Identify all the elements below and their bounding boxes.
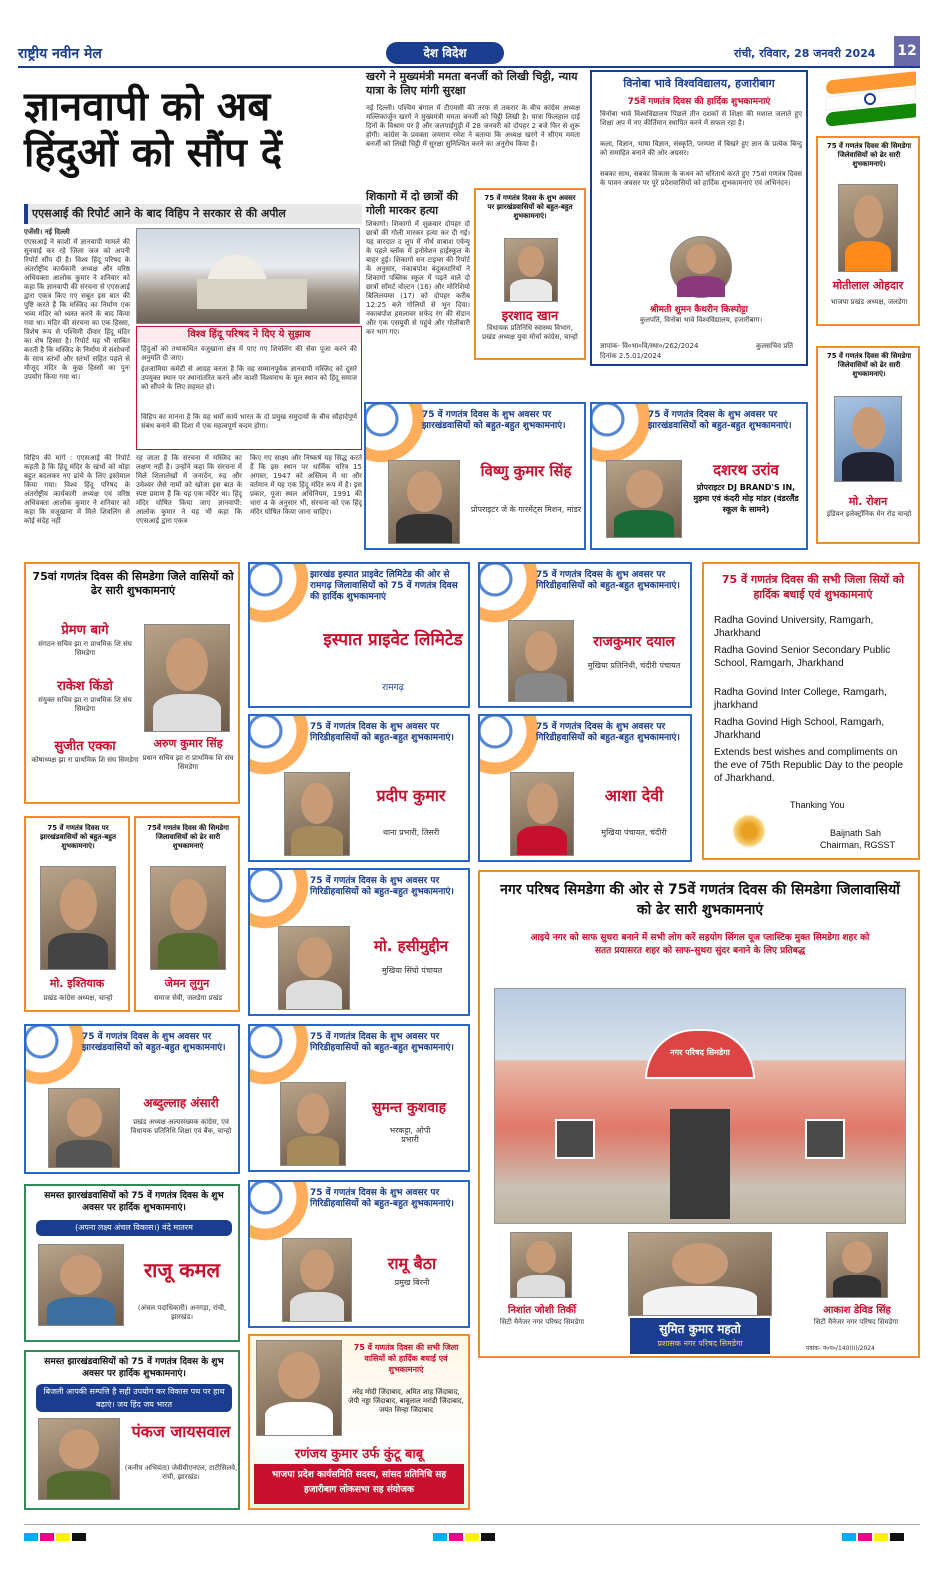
rgsst-title: 75 वें गणतंत्र दिवस की सभी जिला सियों को हार्दिक बधाई एवं शुभकामनाएं <box>721 573 905 601</box>
irshad-role: विधायक प्रतिनिधि स्वास्थ्य विभाग, प्रखंड अध्यक्ष युवा मोर्चा कांग्रेस, चान्हो <box>482 324 578 341</box>
ad-simdega-teachers-union <box>24 562 240 804</box>
sumit-name-box <box>630 1318 770 1354</box>
dashrath-role: प्रोपराइटर DJ BRAND'S IN, मुड़मा एवं कंदरी मोड़ मांडर (वंडरलैंड स्कूल के सामने) <box>693 483 799 514</box>
rgsst-thanks: Thanking You <box>790 800 845 810</box>
teacher-3-name: सुजीत एक्का <box>54 739 116 754</box>
ad-vishnu-kumar-singh <box>364 402 586 550</box>
irshad-name: इरशाद खान <box>501 309 559 324</box>
ishtiyak-role: प्रखंड कांग्रेस अध्यक्ष, चान्हो <box>43 994 113 1002</box>
ranjay-role: भाजपा प्रदेश कार्यसमिति सदस्य, सांसद प्रतिनिधि सह हजारीबाग लोकसभा सह संयोजक <box>271 1470 447 1495</box>
vinoba-ref: ज्ञापांक- वि०भा०वि/स्था०/262/2024 <box>600 342 699 350</box>
sumant-photo <box>280 1082 346 1166</box>
vinoba-body-2: कला, विज्ञान, भाषा विज्ञान, संस्कृति, परम्परा में बिखरे हुए ज्ञान के प्रत्येक बिन्दु को समाहित बनाने की ओर अग्रसर। <box>600 140 802 157</box>
page-number: 12 <box>894 36 920 66</box>
ranjay-photo <box>256 1340 342 1436</box>
raju-slogan: (अपना लक्ष्य अंचल विकास।) वंदे मातरम <box>36 1220 232 1236</box>
ishtiyak-photo <box>40 866 116 970</box>
pankaj-name: पंकज जायसवाल <box>131 1422 231 1441</box>
ad-asha-devi <box>478 714 692 862</box>
pankaj-photo <box>38 1418 120 1500</box>
teacher-4-role: प्रधान सचिव झा रा प्राथमिक शि संघ सिमडेगा <box>142 754 234 771</box>
ad-mo-ishtiyak <box>24 816 130 1012</box>
ad-abdullah-ansari <box>24 1024 240 1174</box>
ad-pankaj-jaiswal <box>24 1350 240 1510</box>
vinoba-vc-name: श्रीमती शुमन कैथरीन किस्पोट्टा <box>649 305 749 315</box>
ad-greeting: 75 वें गणतंत्र दिवस की सिमडेगा जिलेवासियों को ढेर सारी शुभकामनाएं। <box>826 142 912 168</box>
vinoba-title: विनोबा भावे विश्वविद्यालय, हजारीबाग <box>623 77 775 90</box>
pankaj-role: (कनीय अभियंता) जेवीवीएनएल, टाटीसिलवे, रांची, झारखंड। <box>124 1464 238 1481</box>
vinoba-subtitle: 75वें गणतंत्र दिवस की हार्दिक शुभकामनाएं <box>627 97 771 107</box>
flag-graphic <box>816 70 920 134</box>
lead-byline: एजेंसी। नई दिल्ली <box>24 228 70 236</box>
abdullah-name: अब्दुल्लाह अंसारी <box>143 1096 219 1110</box>
vinoba-date: दिनांक 2.5.01/2024 <box>600 352 662 360</box>
rgsst-line-2: Radha Govind Senior Secondary Public School, Ramgarh, Jharkhand <box>714 645 891 669</box>
vinoba-body-1: विनोबा भावे विश्वविद्यालय पिछले तीन दशकों से शिक्षा की मशाल जलाते हुए शिक्षा अप में नए कीर्तिमान स्थापित करने में सफल रहा है। <box>600 110 802 127</box>
ramu-name: रामू बैठा <box>387 1254 437 1273</box>
vhp-point-1: हिंदुओं को तथाकथित वजूखाना क्षेत्र में पाए गए शिवलिंग की सेवा पूजा करने की अनुमति दी जाए। <box>141 345 357 362</box>
vinoba-sign: कुलसचिव प्रति <box>756 342 794 350</box>
print-color-bar <box>24 1524 920 1534</box>
lead-body-4: किए गए साक्ष्य और निष्कर्ष यह सिद्ध करते हैं कि इस स्थान पर धार्मिक चरित्र 15 अगस्त, 1947 को अस्तित्व में था और वर्तमान में यह एक हिंदू मंदिर रूप में है। इस प्रकार, पूजा स्थल अधिनियम, 1991 की धारा 4 के अनुसार भी, संरचना को एक हिंदू मंदिर घोषित किया जाना चाहिए। <box>250 454 362 516</box>
kharge-headline: खरगे ने मुख्यमंत्री ममता बनर्जी को लिखी चिट्ठी, न्याय यात्रा के लिए मांगी सुरक्षा <box>366 70 578 97</box>
teacher-4-name: अरुण कुमार सिंह <box>153 737 223 750</box>
rgsst-line-4: Radha Govind High School, Ramgarh, Jharkhand <box>714 717 885 741</box>
ranjay-leaders: नरेंद्र मोदी जिंदाबाद, अमित शाह जिंदाबाद, जेपी नड्डा जिंदाबाद, बाबूलाल मरांडी जिंदाबाद, जयंत सिन्हा जिंदाबाद <box>348 1388 464 1414</box>
vishnu-role: प्रोपराइटर जे के गारमेंट्स मिशन, मांडर <box>470 505 582 514</box>
jeman-name: जेमन लुगुन <box>164 977 210 990</box>
teacher-1-name: प्रेमण बागे <box>61 623 109 638</box>
masthead <box>18 36 920 68</box>
sumant-role: भरकट्टा, ओपी प्रभारी <box>389 1126 431 1144</box>
arun-photo <box>144 624 230 732</box>
abdullah-photo <box>48 1088 120 1168</box>
pradeep-photo <box>284 772 350 856</box>
dateline: रांची, रविवार, 28 जनवरी 2024 <box>734 47 876 60</box>
ranjay-head: 75 वें गणतंत्र दिवस की सभी जिला वासियों को हार्दिक बधाई एवं शुभकामनाएं <box>353 1343 459 1374</box>
ramu-photo <box>282 1238 352 1322</box>
rajkumar-role: मुखिया प्रतिनिधी, चंदीरी पंचायत <box>587 661 681 670</box>
section-label: देश विदेश <box>386 42 504 64</box>
sumit-name: सुमित कुमार महतो <box>659 1322 741 1336</box>
vinoba-body-3: सबका साथ, सबका विकास के कथन को चरितार्थ करते हुए 75वां गणतंत्र दिवस के पावन अवसर पर पूरे प्रदेशवासियों को हार्दिक शुभकामनाएं एवं अभिनंदन। <box>600 170 802 187</box>
rgsst-sign-name: Baijnath Sah <box>830 828 882 838</box>
jeman-role: समाज सेवी, जलडेगा प्रखंड <box>153 994 223 1002</box>
vhp-box-title: विश्व हिंदू परिषद ने दिए ये सुझाव <box>137 327 361 343</box>
ranjay-name: रणंजय कुमार उर्फ कुंटू बाबू <box>294 1447 424 1462</box>
lead-subhead: एएसआई की रिपोर्ट आने के बाद विहिप ने सरकार से की अपील <box>24 204 362 224</box>
sumit-photo <box>628 1232 772 1316</box>
lead-body-1: एएसआई ने काशी में ज्ञानवापी मामले की सुनवाई कर रहे जिला जज को अपनी रिपोर्ट सौंप दी है। विश्व हिंदू परिषद के अंतर्राष्ट्रीय कार्यकारी अध्यक्ष और वरिष्ठ अधिवक्ता आलोक कुमार ने शनिवार को कहा कि ज्ञानवापी की संरचना से एएसआई द्वारा एकत्र किए गए सबूत इस बात की पुष्टि करते हैं कि मस्जिद का निर्माण एक भव्य मंदिर को ध्वस्त करने के बाद किया गया था। मंदिर की संरचना का एक हिस्सा, विशेष रूप से पश्चिमी दीवार हिंदू मंदिर का शेष हिस्सा है। रिपोर्ट यह भी साबित करती है कि मस्जिद के निर्माण में संशोधनों के साथ स्तंभों और स्तंभों सहित पहले से मौजूद मंदिर के कुछ हिस्सों का पुनः उपयोग किया गया था। <box>24 238 130 381</box>
akash-role: सिटी मैनेजर नगर परिषद सिमडेगा <box>813 1318 899 1326</box>
ad-greeting: 75 वें गणतंत्र दिवस के शुभ अवसर पर झारखंडवासियों को बहुत-बहुत शुभकामनाएं। <box>648 410 792 431</box>
pankaj-head: समस्त झारखंडवासियों को 75 वें गणतंत्र दिवस के शुभ अवसर पर हार्दिक शुभकामनाएं। <box>44 1357 224 1379</box>
ad-ispat-pvt-ltd <box>248 562 470 708</box>
chicago-body: शिकागो। शिकागो में शुक्रवार दोपहर दो छात्रों की गोली मारकर हत्या कर दी गई। यह वारदात द लूप में नॉर्थ वाबाश एवेन्यू के पहले ब्लॉक में इनोवेशन हाईस्कूल के बाहर हुई। शिकागो सन टाइम्स की रिपोर्ट के अनुसार, नकाबपोश बंदूकधारियों ने शिकागो पब्लिक स्कूल में पढ़ने वाले दो छात्रों सॉमर्ट वोल्टन (16) और मोरिशियो बिलिलयम्स (17) को दोपहर करीब 12:25 बजे गोलियों से भून दिया। नकाबपोश हमलावर सफेद रंग की सेडान और एक एसयूवी से पहुंचे और गोलीबारी कर भाग गए। <box>366 220 470 336</box>
ad-mo-roshan <box>816 346 920 544</box>
ad-ranjay-kumar <box>248 1334 470 1510</box>
sumant-name: सुमन्त कुशवाह <box>371 1100 447 1116</box>
ad-greeting: 75 वें गणतंत्र दिवस के शुभ अवसर पर गिरिडीहवासियों को बहुत-बहुत शुभकामनाएं। <box>310 1188 454 1209</box>
akash-name: आकाश डेविड सिंह <box>823 1305 891 1316</box>
motilal-photo <box>838 184 898 272</box>
ad-greeting: 75 वें गणतंत्र दिवस के शुभ अवसर पर गिरिडीहवासियों को बहुत-बहुत शुभकामनाएं। <box>310 722 454 743</box>
asha-photo <box>510 772 574 856</box>
vhp-point-3: विहिप का मानना है कि यह धर्मों कार्य भारत के दो प्रमुख समुदायों के बीच सौहार्दपूर्ण संबंध बनाने की दिशा में एक महत्वपूर्ण कदम होगा। <box>141 413 357 430</box>
rgsst-sign-role: Chairman, RGSST <box>820 840 896 850</box>
ad-dashrath-oraon <box>590 402 808 550</box>
vishnu-photo <box>388 460 460 544</box>
vinoba-vc-photo <box>670 236 732 298</box>
ad-greeting: 75 वें गणतंत्र दिवस के शुभ अवसर पर गिरिडीहवासियों को बहुत-बहुत शुभकामनाएं। <box>536 722 680 743</box>
hasimuddin-role: मुखिया सिंघो पंचायत <box>381 966 443 975</box>
akash-photo <box>826 1232 888 1298</box>
ad-ramu-baitha <box>248 1180 470 1328</box>
ad-greeting: 75 वें गणतंत्र दिवस के शुभ अवसर पर गिरिडीहवासियों को बहुत-बहुत शुभकामनाएं। <box>536 570 680 591</box>
nishant-photo <box>510 1232 572 1298</box>
nishant-name: निशांत जोशी तिर्की <box>507 1305 577 1316</box>
ad-greeting: 75 वें गणतंत्र दिवस की सिमडेगा जिलेवासियों को ढेर सारी शुभकामनाएं। <box>826 352 912 378</box>
chicago-headline: शिकागो में दो छात्रों की गोली मारकर हत्या <box>366 190 459 217</box>
lead-body-3: रह जाता है कि संरचना में मस्जिद का लक्षण नहीं है। उन्होंने कहा कि संरचना में मिले शिलालेखों में जनार्दन, रुद्र और उमेश्वर जैसे नामों को खोजा इस बात के स्पष्ट प्रमाण हैं कि यह एक मंदिर था। हिंदू मंदिर घोषित किया जाए ज्ञानवापी: आलोक कुमार ने यह भी कहा कि एएसआई द्वारा एकत्र <box>136 454 242 525</box>
vinoba-vc-role: कुलपति, विनोबा भावे विश्वविद्यालय, हजारीबाग। <box>639 316 763 324</box>
roshan-photo <box>834 396 902 482</box>
teacher-2-name: राकेश किंडो <box>57 679 113 694</box>
hasimuddin-photo <box>278 926 350 1010</box>
nagar-title: नगर परिषद सिमडेगा की ओर से 75वें गणतंत्र दिवस की सिमडेगा जिलावासियों को ढेर सारी शुभकामनाएं <box>500 882 900 918</box>
nagar-building-photo <box>494 988 906 1224</box>
ad-greeting: 75 वें गणतंत्र दिवस के शुभ अवसर पर झारखंडवासियों को बहुत-बहुत शुभकामनाएं। <box>82 1032 226 1053</box>
asha-name: आशा देवी <box>604 786 664 805</box>
ad-greeting: 75वें गणतंत्र दिवस की सिमडेगा जिलावासियों को ढेर सारी शुभकामनाएं <box>147 824 229 850</box>
ispat-name: इस्पात प्राइवेट लिमिटेड <box>323 630 463 650</box>
ishtiyak-name: मो. इश्तियाक <box>49 977 105 990</box>
teacher-1-role: संगठन सचिव झा रा प्राथमिक शि संघ सिमडेगा <box>38 640 132 657</box>
raju-role: (अंचल पदाधिकारी) अनगड़ा, रांची, झारखंड। <box>137 1304 227 1321</box>
rgsst-line-5: Extends best wishes and compliments on the eve of 75th Republic Day to the people of Jharkhand. <box>714 747 904 784</box>
rgsst-seal-icon <box>732 814 766 848</box>
rajkumar-name: राजकुमार दयाल <box>593 634 675 650</box>
sumit-role: प्रशासक नगर परिषद सिमडेगा <box>657 1339 743 1348</box>
ad-greeting: 75 वें गणतंत्र दिवस के शुभ अवसर पर झारखंडवासियों को बहुत-बहुत शुभकामनाएं। <box>484 194 576 220</box>
dashrath-photo <box>606 460 682 538</box>
rajkumar-photo <box>508 620 574 702</box>
nishant-role: सिटी मैनेजर नगर परिषद सिमडेगा <box>499 1318 585 1326</box>
lead-photo-gyanvapi <box>136 228 360 324</box>
jeman-photo <box>150 866 226 970</box>
ad-greeting: 75 वें गणतंत्र दिवस के शुभ अवसर पर झारखंडवासियों को बहुत-बहुत शुभकामनाएं। <box>422 410 566 431</box>
vishnu-name: विष्णु कुमार सिंह <box>480 462 572 480</box>
ad-pradeep-kumar <box>248 714 470 862</box>
ad-rajkumar-dayal <box>478 562 692 708</box>
building-sign: नगर परिषद सिमडेगा <box>670 1048 730 1057</box>
kharge-body: नई दिल्ली। पश्चिम बंगाल में टीएमसी की तरफ से तकरार के बीच कांग्रेस अध्यक्ष मल्लिकार्जुन खरगे ने मुख्यमंत्री ममता बनर्जी को चिट्ठी लिखी है। यात्रा फिलहाल दाई दिनों के विश्राम पर है और जलपाईगुड़ी में 28 जनवरी को दोपहर 2 बजे फिर से शुरू होगी। कांग्रेस के प्रवक्ता जयराम रमेश ने बताया कि अध्यक्ष खरगे ने सीएम ममता बनर्जी को लिखी चिट्ठी में सुरक्षा सुनिश्चित करने का अनुरोध किया है। <box>366 104 580 148</box>
rgsst-line-3: Radha Govind Inter College, Ramgarh, jharkhand <box>714 687 887 711</box>
raju-head: समस्त झारखंडवासियों को 75 वें गणतंत्र दिवस के शुभ अवसर पर हार्दिक शुभकामनाएं। <box>44 1191 224 1213</box>
hasimuddin-name: मो. हसीमुद्दीन <box>373 937 449 955</box>
ispat-head: झारखंड इस्पात प्राइवेट लिमिटेड की ओर से रामगढ़ जिलावासियों को 75 वें गणतंत्र दिवस की हार्दिक शुभकामनाएं <box>310 570 458 602</box>
roshan-role: इंडियन इलेक्ट्रॉनिक मेन रोड चान्हो <box>826 510 912 518</box>
ad-greeting: 75 वें गणतंत्र दिवस के शुभ अवसर पर गिरिडीहवासियों को बहुत-बहुत शुभकामनाएं। <box>310 1032 454 1053</box>
ranjay-role-box <box>254 1464 464 1504</box>
ad-motilal-ohdar <box>816 136 920 326</box>
lead-headline: ज्ञानवापी को अब हिंदुओं को सौंप दें <box>24 83 282 176</box>
ad-vinoba-university <box>590 70 808 366</box>
lead-body-2: विहिप की मांगें : एएसआई की रिपोर्ट कहती है कि हिंदू मंदिर के खंभों को थोड़ा बहुत बदलकर नए ढांचे के लिए इस्तेमाल किया गया। विश्व हिंदू परिषद के अंतर्राष्ट्रीय कार्यकारी अध्यक्ष एवं वरिष्ठ अधिवक्ता आलोक कुमार ने शनिवार को कहा कि वजूखाना में मिले शिवलिंग से कोई संदेह नहीं <box>24 454 130 525</box>
dashrath-name: दशरथ उरांव <box>713 461 779 479</box>
teacher-2-role: संयुक्त सचिव झा रा प्राथमिक शि संघ सिमडेगा <box>38 696 132 713</box>
pradeep-role: थाना प्रभारी, तिसरी <box>382 828 440 837</box>
raju-photo <box>38 1244 124 1326</box>
paper-logo: राष्ट्रीय नवीन मेल <box>18 46 102 62</box>
motilal-role: भाजपा प्रखंड अध्यक्ष, जलडेगा <box>830 298 908 306</box>
vhp-point-2: इंतजामिया कमेटी से आग्रह करता है कि वह सम्मानपूर्वक ज्ञानवापी मस्जिद को दूसरे उपयुक्त स्थान पर स्थानांतरित करने और काशी विश्वनाथ के मूल स्थान को हिंदू समाज को सौंपने के लिए सहमत हो। <box>141 365 357 391</box>
nagar-slogan: आइये नगर को साफ सुथरा बनाने में सभी लोग करें सहयोग सिंगल यूज प्लास्टिक मुक्त सिमडेगा शहर को सतत प्रयासरत शहर को साफ-सुथरा सुंदर बनाने के लिए प्रतिबद्ध <box>530 933 870 956</box>
abdullah-role: प्रखंड अध्यक्ष अल्पसंख्यक कांग्रेस, एवं विधायक प्रतिनिधि शिक्षा एवं बैंक, चान्हो <box>130 1118 232 1135</box>
ad-irshad-khan <box>474 188 586 360</box>
ad-jeman-lugun <box>134 816 240 1012</box>
ad-raju-kamal <box>24 1184 240 1342</box>
motilal-name: मोतीलाल ओहदार <box>832 279 904 292</box>
teacher-3-role: कोषाध्यक्ष झा रा प्राथमिक शि संघ सिमडेगा <box>31 756 139 764</box>
roshan-name: मो. रोशन <box>848 495 888 508</box>
raju-name: राजू कमल <box>143 1258 221 1282</box>
ad-rgsst <box>702 562 920 860</box>
pradeep-name: प्रदीप कुमार <box>376 786 446 805</box>
ispat-place: रामगढ़ <box>382 683 404 693</box>
nagar-ref: पत्रांक- न०प०/140(II)/2024 <box>806 1345 875 1352</box>
ad-nagar-parishad-simdega <box>478 870 920 1358</box>
irshad-photo <box>504 238 558 302</box>
vhp-suggestion-box <box>136 326 362 450</box>
pankaj-slogan: बिजली आपकी सम्पत्ति है सही उपयोग कर विकास पथ पर हाथ बढ़ाएं। जय हिंद जय भारत <box>36 1384 232 1412</box>
rgsst-line-1: Radha Govind University, Ramgarh, Jharkhand <box>714 615 874 639</box>
ad-greeting: 75 वें गणतंत्र दिवस के शुभ अवसर पर गिरिडीहवासियों को बहुत-बहुत शुभकामनाएं। <box>310 876 454 897</box>
ramu-role: प्रमुख बिरनी <box>394 1278 430 1287</box>
simdega-teachers-title: 75वां गणतंत्र दिवस की सिमडेगा जिले वासियों को ढेर सारी शुभकामनाएं <box>32 570 234 597</box>
ad-greeting: 75 वें गणतंत्र दिवस पर झारखंडवासियों को बहुत-बहुत शुभकामनाएं। <box>40 824 116 850</box>
ad-hasimuddin <box>248 868 470 1016</box>
asha-role: मुखिया पंचायत, चंदीरी <box>601 828 667 837</box>
ad-sumant-kushwaha <box>248 1024 470 1172</box>
